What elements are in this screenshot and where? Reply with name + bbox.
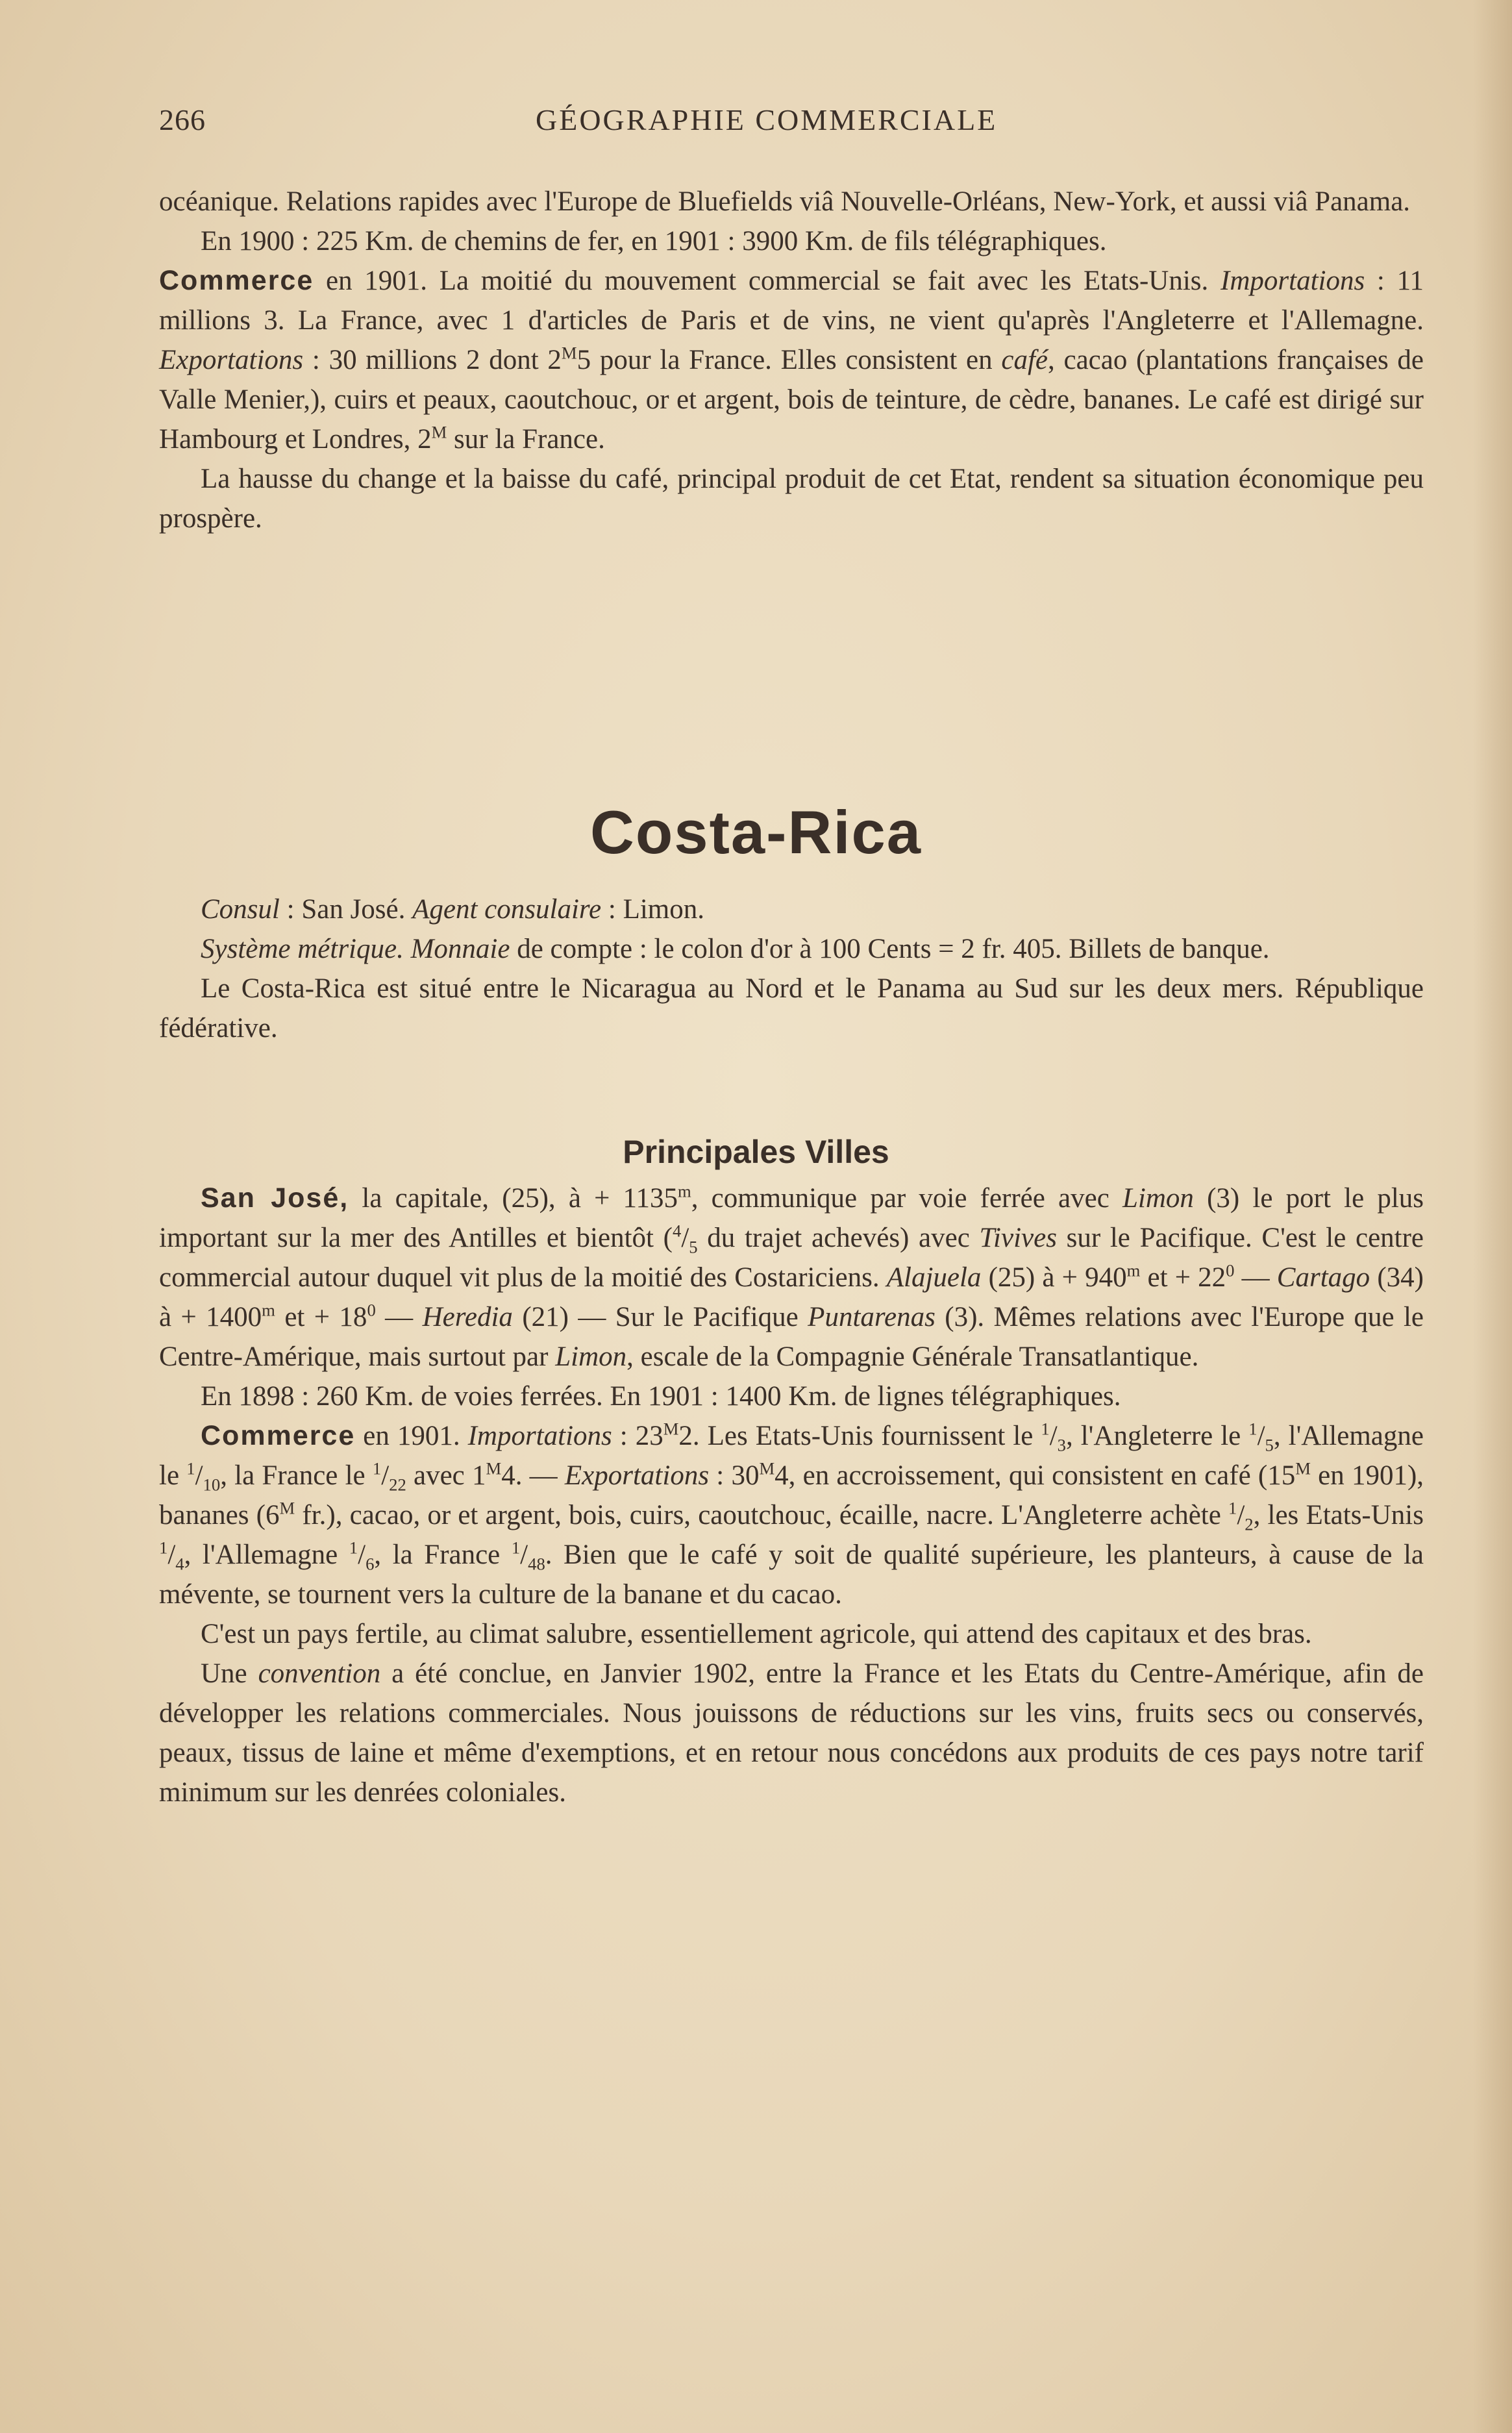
commerce-label-2: Commerce bbox=[201, 1420, 356, 1451]
page-edge-shadow bbox=[1473, 0, 1512, 2433]
paragraph-railways-costa: En 1898 : 260 Km. de voies ferrées. En 1901 : 1400 Km. de lignes télégraphiques. bbox=[201, 1381, 1121, 1412]
paragraph-commerce-costa: Commerce en 1901. Importations : $23^M2$. Les Etats-Unis fournissent le $^1/_3$, l'Angleterre le $^1/_5$, l'Allemagne le $^1/_{10}$, la France le $^1/_{22}$ avec $1^M4$. — Exportations : $30^M4$, en accroissement, qui consistent en café ($15^M$ en 1901), bananes ($6^M$ fr.), cacao, or et argent, bois, cuirs, caoutchouc, écaille, nacre. L'Angleterre achète $^1/_2$, les Etats-Unis $^1/_4$, l'Allemagne $^1/_6$, la France $^1/_{48}$. Bien que le café y soit de qualité supérieure, les planteurs, à cause de la mévente, se tournent vers la culture de la banane et du cacao. bbox=[159, 1419, 1424, 1610]
paragraph-relations: océanique. Relations rapides avec l'Europe de Bluefields viâ Nouvelle-Orléans, New-York, et aussi viâ Panama. bbox=[159, 186, 1411, 217]
importations-label: Importations bbox=[1221, 266, 1365, 296]
section-title-villes: Principales Villes bbox=[623, 1134, 889, 1170]
running-title: GÉOGRAPHIE COMMERCIALE bbox=[536, 103, 998, 136]
paragraph-villes: San José, la capitale, (25), à + $1135^m$, communique par voie ferrée avec Limon (3) le port le plus important sur la mer des Antilles et bientôt ($^4/_5$ du trajet achevés) avec Tivives sur le Pacifique. C'est le centre commercial autour duquel vit plus de la moitié des Costariciens. Alajuela (25) à + $940^m$ et + $22^0$ — Cartago (34) à + $1400^m$ et + $18^0$ — Heredia (21) — Sur le Pacifique Puntarenas (3). Mêmes relations avec l'Europe que le Centre-Amérique, mais surtout par Limon, escale de la Compagnie Générale Transatlantique. bbox=[159, 1181, 1424, 1372]
paragraph-pays: C'est un pays fertile, au climat salubre, essentiellement agricole, qui attend des capitaux et des bras. bbox=[201, 1619, 1312, 1649]
page-header bbox=[159, 103, 1412, 142]
costa-rica-intro bbox=[159, 890, 1424, 1048]
nicaragua-continuation bbox=[159, 182, 1424, 538]
paragraph-monnaie: Système métrique. Monnaie de compte : le colon d'or à 100 Cents = 2 fr. 405. Billets de banque. bbox=[201, 934, 1270, 964]
paragraph-railways-nicaragua: En 1900 : 225 Km. de chemins de fer, en 1901 : 3900 Km. de fils télégraphiques. bbox=[201, 226, 1107, 256]
page-number: 266 bbox=[159, 103, 206, 136]
section-title-costa-rica: Costa-Rica bbox=[589, 798, 923, 866]
paragraph-situation-costa: Le Costa-Rica est situé entre le Nicaragua au Nord et le Panama au Sud sur les deux mers. République fédérative. bbox=[159, 973, 1424, 1043]
san-jose-label: San José, bbox=[201, 1182, 349, 1214]
costa-rica-body bbox=[159, 1179, 1424, 1812]
paragraph-consul: Consul : San José. Agent consulaire : Limon. bbox=[201, 894, 704, 925]
paragraph-situation-nicaragua: La hausse du change et la baisse du café, principal produit de cet Etat, rendent sa situation économique peu prospère. bbox=[159, 464, 1424, 534]
commerce-label: Commerce bbox=[159, 265, 314, 296]
exportations-label: Exportations bbox=[159, 345, 304, 375]
paragraph-convention: Une convention a été conclue, en Janvier 1902, entre la France et les Etats du Centre-Amérique, afin de développer les relations commerciales. Nous jouissons de réductions sur les vins, fruits secs ou conservés, peaux, tissus de laine et même d'exemptions, et en retour nous concédons aux produits de ces pays notre tarif minimum sur les denrées coloniales. bbox=[159, 1658, 1424, 1808]
paragraph-commerce-nicaragua: Commerce en 1901. La moitié du mouvement commercial se fait avec les Etats-Unis. Importations : 11 millions 3. La France, avec 1 d'articles de Paris et de vins, ne vient qu'après l'Angleterre et l'Allemagne. Exportations : 30 millions 2 dont $2^M5$ pour la France. Elles consistent en café, cacao (plantations françaises de Valle Menier,), cuirs et peaux, caoutchouc, or et argent, bois de teinture, de cèdre, bananes. Le café est dirigé sur Hambourg et Londres, $2^M$ sur la France. bbox=[159, 265, 1424, 455]
